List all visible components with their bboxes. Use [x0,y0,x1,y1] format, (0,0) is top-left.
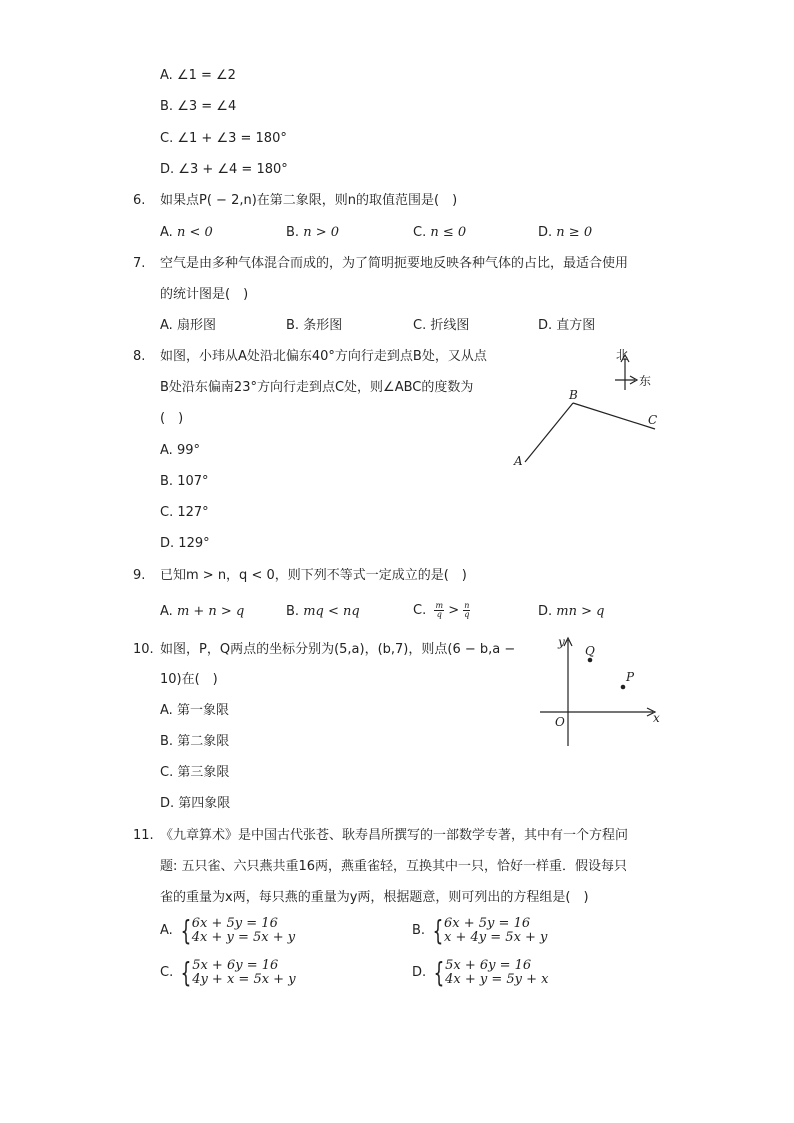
point-q-label: Q [585,644,595,658]
x-axis-label: x [653,711,660,725]
q9-option-b: B. mq < nq [286,604,360,619]
point-p-label: P [626,670,635,684]
q7-stem-line1: 空气是由多种气体混合而成的，为了简明扼要地反映各种气体的占比，最适合使用 [160,256,629,271]
q8-stem-line1: 如图，小玮从A处沿北偏东40°方向行走到点B处，又从点 [160,349,487,364]
q11-option-a: A. { 6x + 5y = 16 4x + y = 5x + y [160,914,296,947]
point-q [588,658,593,663]
q7-option-d: D. 直方图 [538,318,596,333]
q10-option-c: C. 第三象限 [160,765,230,780]
brace-icon: { [432,914,444,947]
q6-option-a: A. n < 0 [160,225,213,240]
q8-option-d: D. 129° [160,536,210,551]
q6-option-d: D. n ≥ 0 [538,225,593,240]
q6-stem: 如果点P( − 2,n)在第二象限，则n的取值范围是( ) [160,193,458,208]
q5-option-b: B. ∠3 = ∠4 [160,99,237,114]
q6-number: 6. [133,193,146,208]
point-p [621,685,626,690]
q9-option-a: A. m + n > q [160,604,245,619]
q11-stem-line2: 题: 五只雀、六只燕共重16两，燕重雀轻，互换其中一只，恰好一样重．假设每只 [160,859,628,874]
q5-option-d: D. ∠3 + ∠4 = 180° [160,162,288,177]
q8-number: 8. [133,349,146,364]
q10-option-d: D. 第四象限 [160,796,231,811]
q11-stem-line3: 雀的重量为x两，每只燕的重量为y两，根据题意，则可列出的方程组是( ) [160,890,589,905]
q7-option-c: C. 折线图 [413,318,470,333]
q8-option-a: A. 99° [160,443,200,458]
q7-stem-line2: 的统计图是( ) [160,287,249,302]
q11-number: 11. [133,828,154,843]
segment-bc [573,403,658,429]
segment-ab [525,403,573,462]
q11-option-d: D. { 5x + 6y = 16 4x + y = 5y + x [412,956,549,989]
q8-option-b: B. 107° [160,474,209,489]
q7-number: 7. [133,256,146,271]
q10-option-b: B. 第二象限 [160,734,230,749]
brace-icon: { [433,956,445,989]
q6-option-c: C. n ≤ 0 [413,225,467,240]
q5-option-c: C. ∠1 + ∠3 = 180° [160,131,287,146]
fraction-m-over-q: $\frac{m}{q}$ [435,601,444,619]
q11-stem-line1: 《九章算术》是中国古代张苍、耿寿昌所撰写的一部数学专著，其中有一个方程问 [160,828,629,843]
q10-coordinate-figure [535,632,665,750]
q7-option-a: A. 扇形图 [160,318,216,333]
q9-option-c: C. $\frac{m}{q}$ > $\frac{n}{q}$ [413,601,470,619]
q6-option-b: B. n > 0 [286,225,340,240]
q9-option-d: D. mn > q [538,604,605,619]
point-a-label: A [514,454,523,468]
q11-option-c: C. { 5x + 6y = 16 4y + x = 5x + y [160,956,296,989]
q9-number: 9. [133,568,146,583]
brace-icon: { [180,914,192,947]
q10-number: 10. [133,642,154,657]
q11-option-b: B. { 6x + 5y = 16 x + 4y = 5x + y [412,914,548,947]
q10-stem-line2: 10)在( ) [160,672,218,687]
q5-option-a: A. ∠1 = ∠2 [160,68,236,83]
q7-option-b: B. 条形图 [286,318,343,333]
y-axis-label: y [558,635,565,649]
origin-label: O [555,715,565,729]
point-c-label: C [648,413,658,427]
q8-option-c: C. 127° [160,505,209,520]
north-label: 北 [616,348,629,362]
q8-stem-line3: ( ) [160,411,184,426]
brace-icon: { [180,956,192,989]
q10-stem-line1: 如图，P，Q两点的坐标分别为(5,a)，(b,7)，则点(6 − b,a − [160,642,516,657]
q8-stem-line2: B处沿东偏南23°方向行走到点C处，则∠ABC的度数为 [160,380,474,395]
q9-stem: 已知m > n，q < 0，则下列不等式一定成立的是( ) [160,568,467,583]
east-label: 东 [639,374,652,388]
q10-option-a: A. 第一象限 [160,703,229,718]
fraction-n-over-q: $\frac{n}{q}$ [464,601,470,619]
point-b-label: B [569,388,578,402]
q8-direction-figure [505,340,670,475]
